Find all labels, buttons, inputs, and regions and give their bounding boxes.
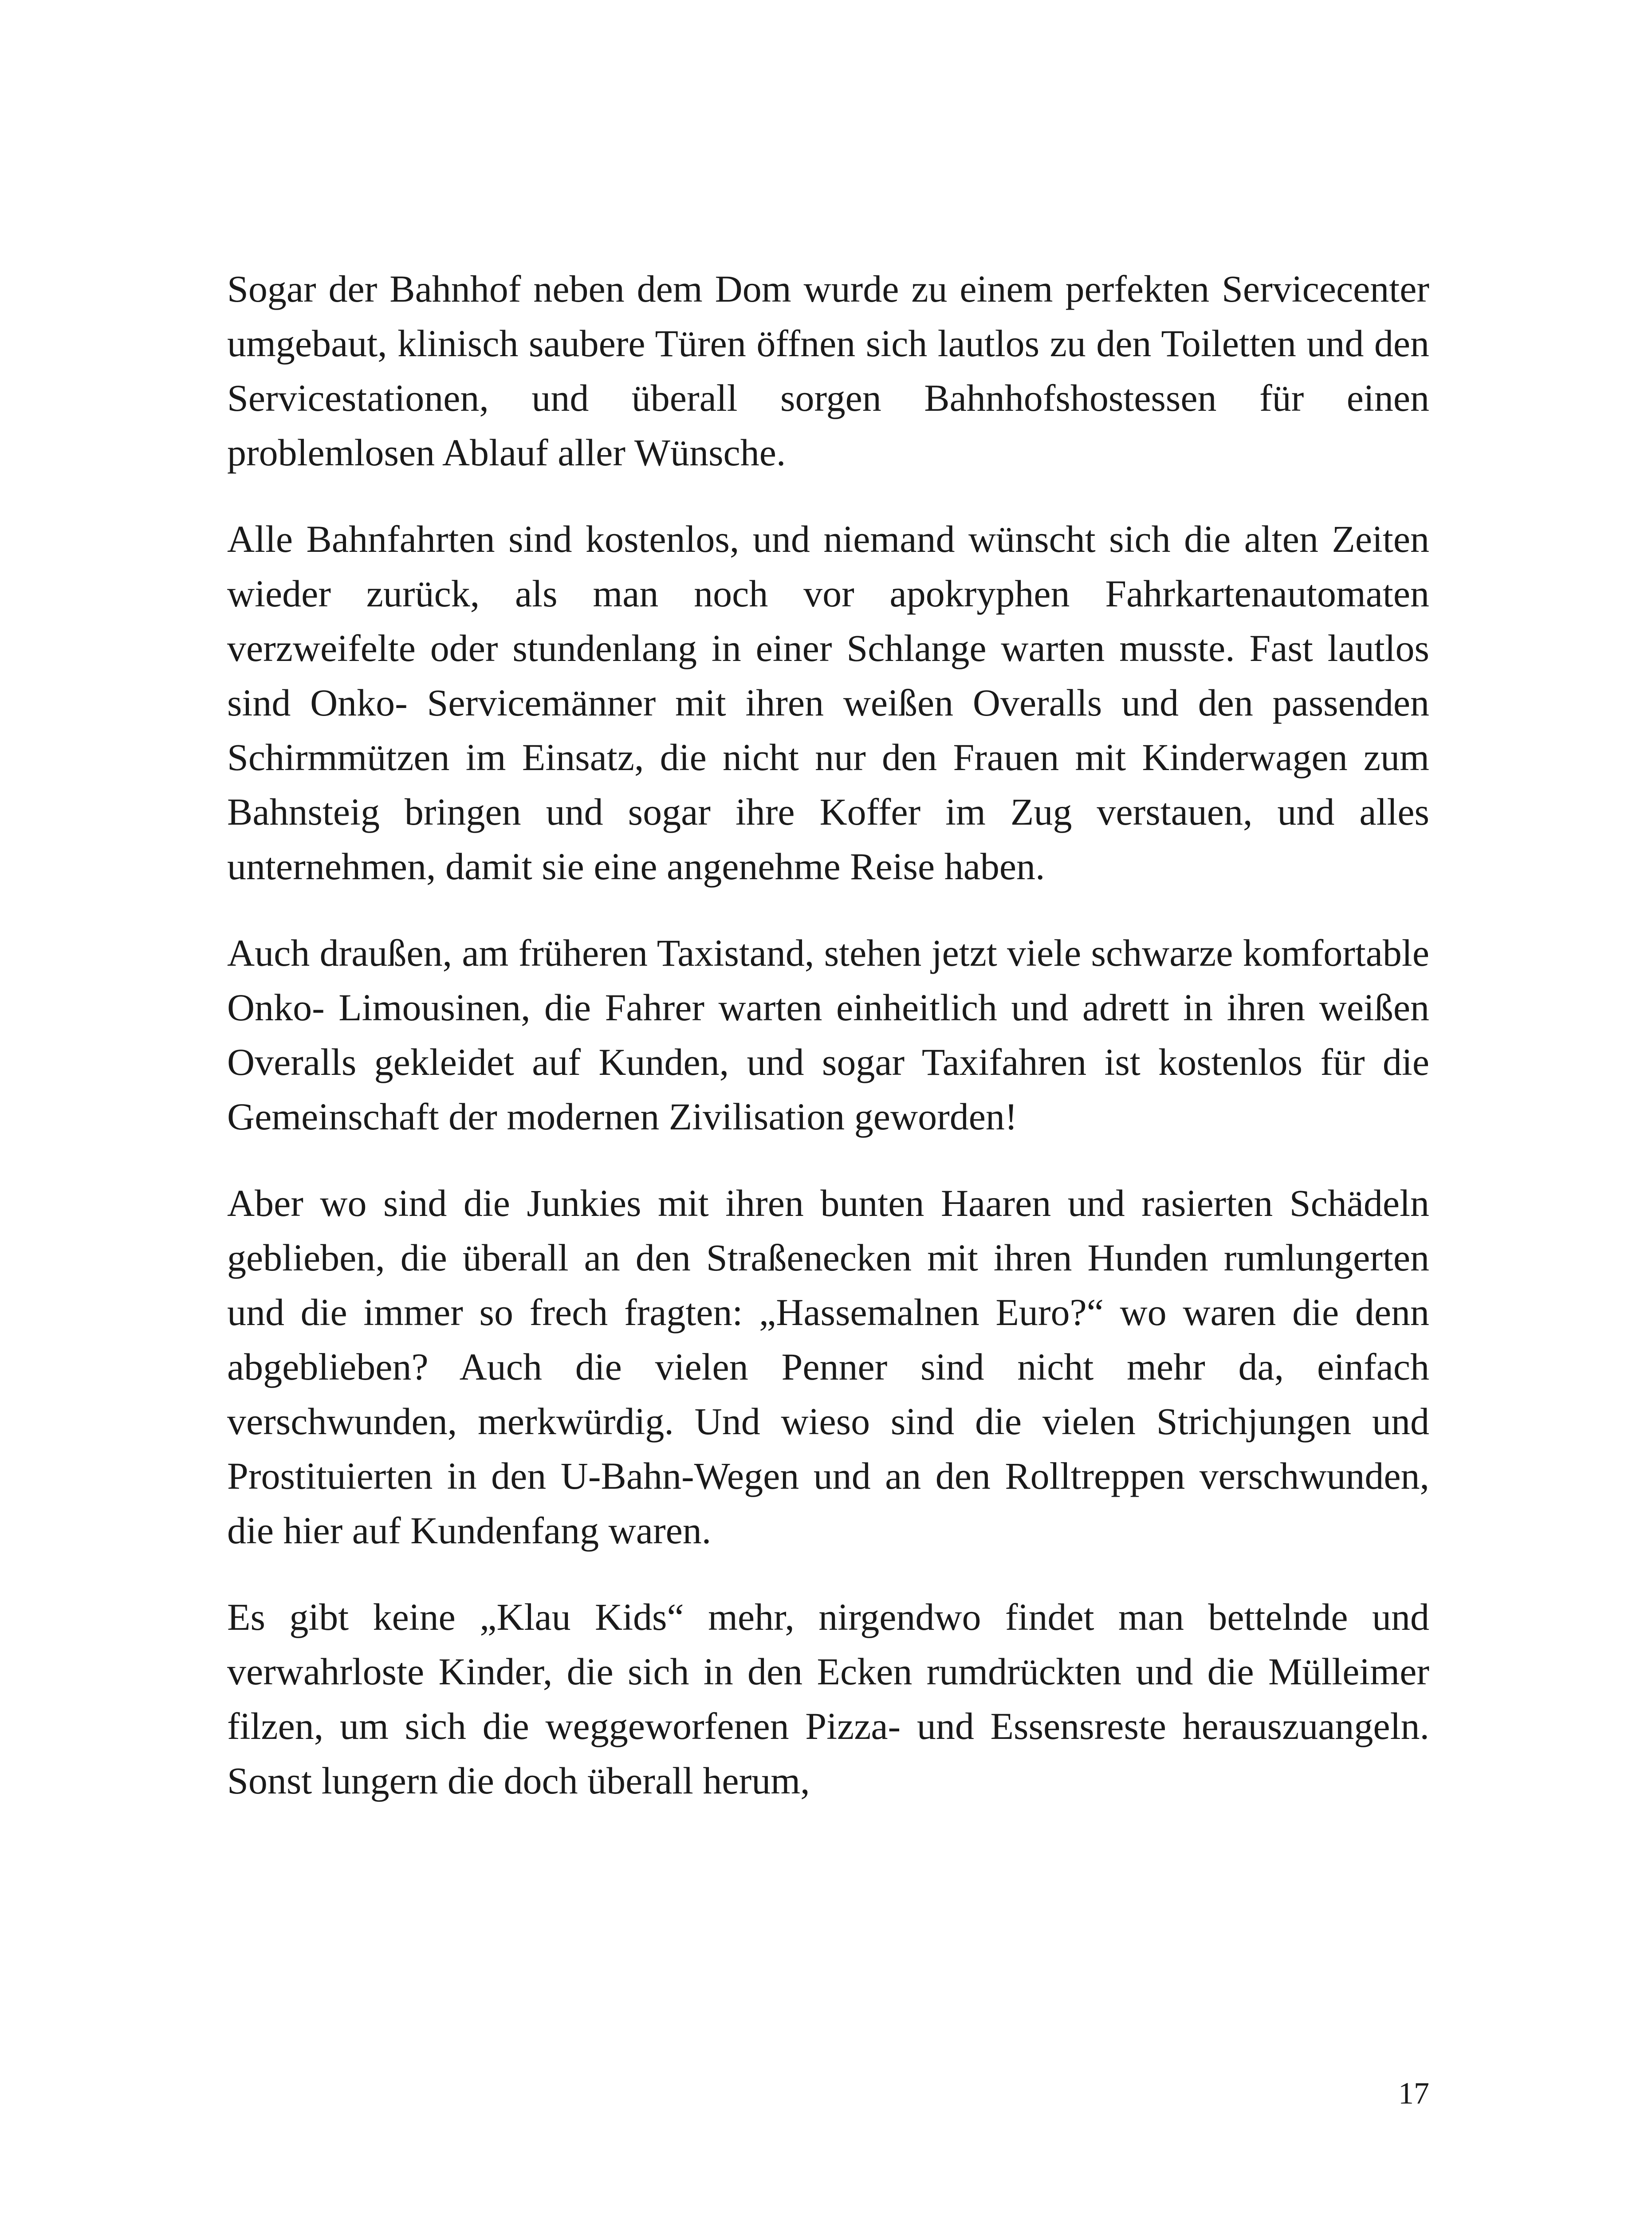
paragraph-4: Aber wo sind die Junkies mit ihren bunten Haaren und rasierten Schädeln geblieben, die überall an den Straßenecken mit ihren Hunden rumlungerten und die immer so frech fragten: „Hassemalnen Euro?“ wo waren die denn abgeblieben? Auch die vielen Penner sind nicht mehr da, einfach verschwunden, merkwürdig. Und wieso sind die vielen Strichjungen und Prostituierten in den U-Bahn-Wegen und an den Rolltreppen verschwunden, die hier auf Kundenfang waren.: [227, 1182, 1429, 1552]
page-number: 17: [1398, 2076, 1429, 2111]
body-text: [227, 262, 1429, 1840]
paragraph-2: Alle Bahnfahrten sind kostenlos, und niemand wünscht sich die alten Zeiten wieder zurück, als man noch vor apokryphen Fahrkartenautomaten verzweifelte oder stundenlang in einer Schlange warten musste. Fast lautlos sind Onko- Servicemänner mit ihren weißen Overalls und den passenden Schirmmützen im Einsatz, die nicht nur den Frauen mit Kinderwagen zum Bahnsteig bringen und sogar ihre Koffer im Zug verstauen, und alles unternehmen, damit sie eine angenehme Reise haben.: [227, 518, 1429, 888]
paragraph-3: Auch draußen, am früheren Taxistand, stehen jetzt viele schwarze komfortable Onko- Limousinen, die Fahrer warten einheitlich und adrett in ihren weißen Overalls gekleidet auf Kunden, und sogar Taxifahren ist kostenlos für die Gemeinschaft der modernen Zivilisation geworden!: [227, 932, 1429, 1138]
paragraph-1: Sogar der Bahnhof neben dem Dom wurde zu einem perfekten Servicecenter umgebaut, klinisch saubere Türen öffnen sich lautlos zu den Toiletten und den Servicestationen, und überall sorgen Bahnhofshostessen für einen problemlosen Ablauf aller Wünsche.: [227, 267, 1429, 474]
paragraph-5: Es gibt keine „Klau Kids“ mehr, nirgendwo findet man bettelnde und verwahrloste Kinder, die sich in den Ecken rumdrückten und die Mülleimer filzen, um sich die weggeworfenen Pizza- und Essensreste herauszuangeln. Sonst lungern die doch überall herum,: [227, 1596, 1429, 1802]
